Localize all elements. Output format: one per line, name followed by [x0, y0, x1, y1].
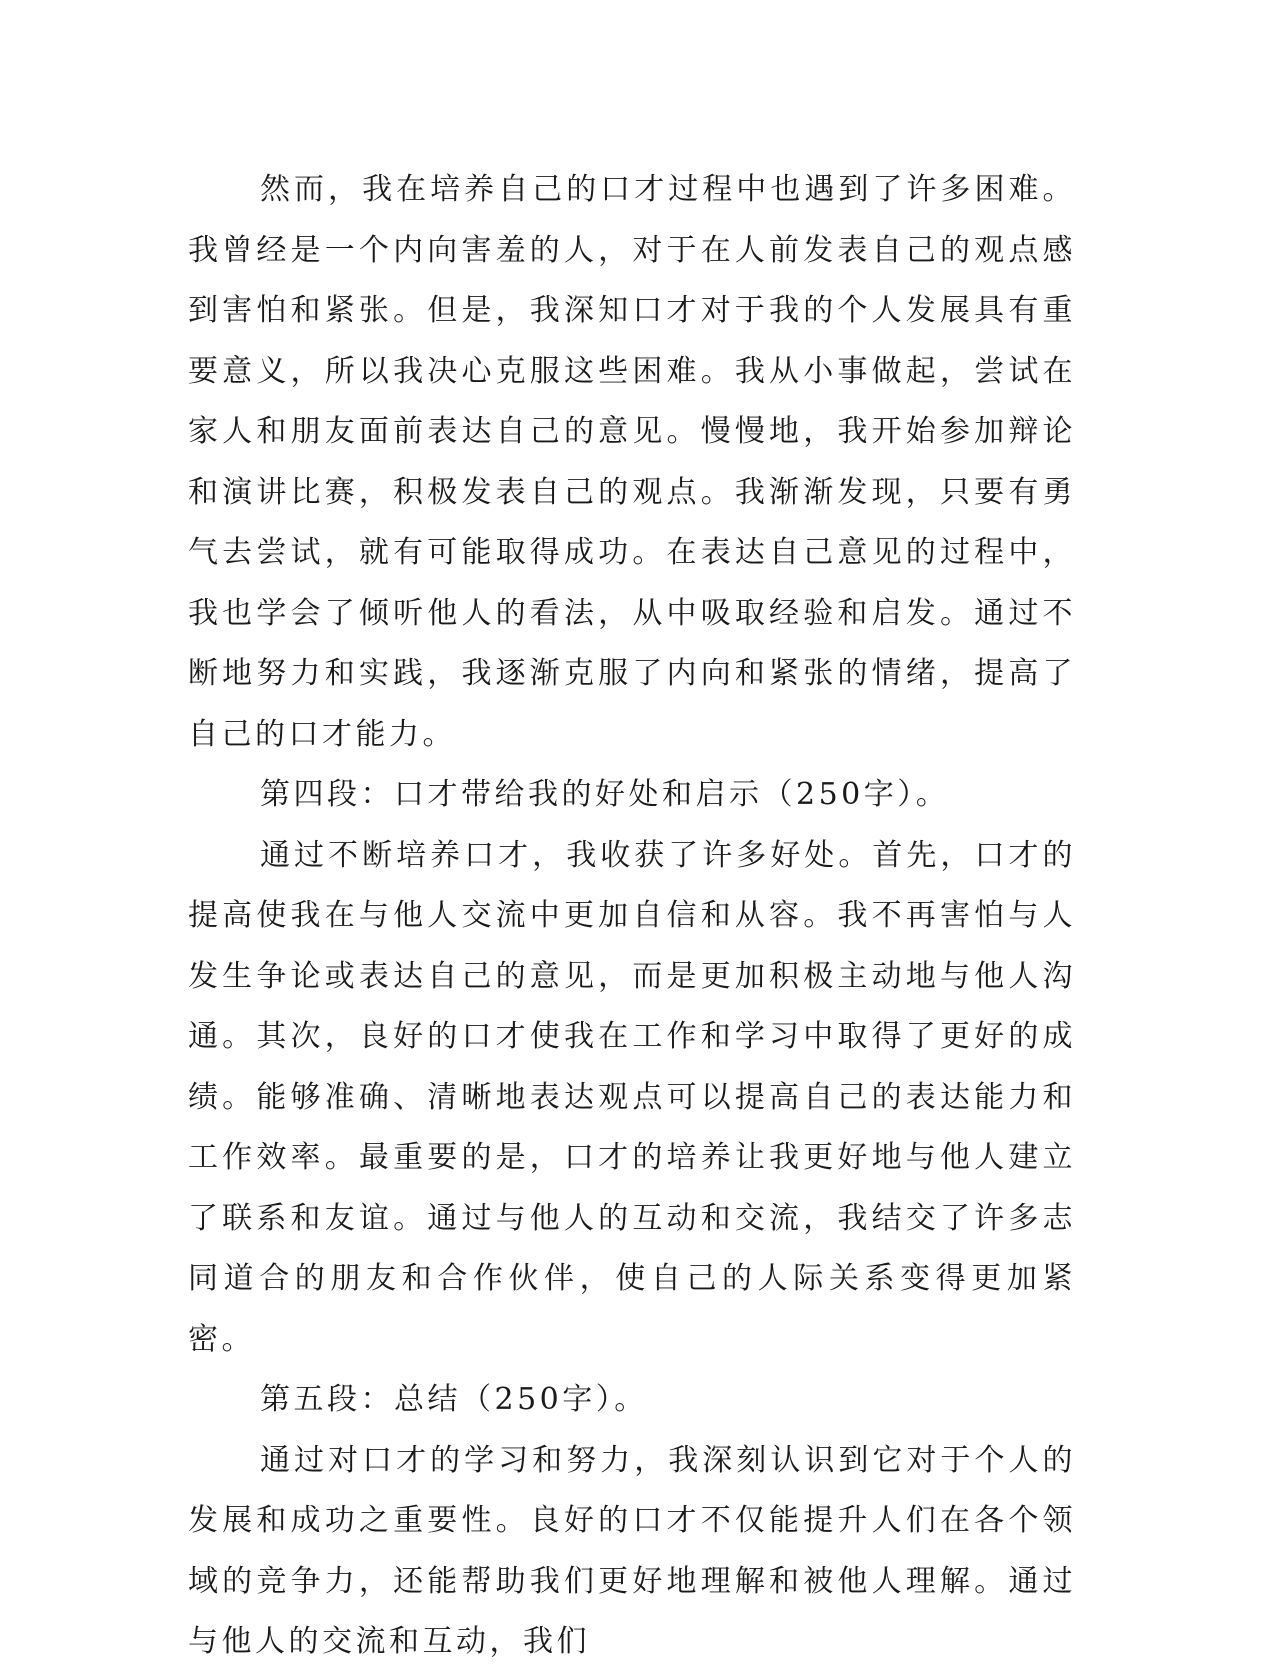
paragraph-difficulties: 然而，我在培养自己的口才过程中也遇到了许多困难。我曾经是一个内向害羞的人，对于在人前发表自己的观点感到害怕和紧张。但是，我深知口才对于我的个人发展具有重要意义，所以我决心克服这些困难。我从小事做起，尝试在家人和朋友面前表达自己的意见。慢慢地，我开始参加辩论和演讲比赛，积极发表自己的观点。我渐渐发现，只要有勇气去尝试，就有可能取得成功。在表达自己意见的过程中，我也学会了倾听他人的看法，从中吸取经验和启发。通过不断地努力和实践，我逐渐克服了内向和紧张的情绪，提高了自己的口才能力。	[188, 172, 1076, 752]
paragraph-benefits: 通过不断培养口才，我收获了许多好处。首先，口才的提高使我在与他人交流中更加自信和从容。我不再害怕与人发生争论或表达自己的意见，而是更加积极主动地与他人沟通。其次，良好的口才使我在工作和学习中取得了更好的成绩。能够准确、清晰地表达观点可以提高自己的表达能力和工作效率。最重要的是，口才的培养让我更好地与他人建立了联系和友谊。通过与他人的互动和交流，我结交了许多志同道合的朋友和合作伙伴，使自己的人际关系变得更加紧密。	[188, 837, 1076, 1357]
section-heading-four: 第四段：口才带给我的好处和启示（250字）。	[260, 777, 950, 812]
document-body	[188, 160, 1076, 1673]
section-heading-five: 第五段：总结（250字）。	[260, 1382, 648, 1417]
paragraph-summary: 通过对口才的学习和努力，我深刻认识到它对于个人的发展和成功之重要性。良好的口才不仅能提升人们在各个领域的竞争力，还能帮助我们更好地理解和被他人理解。通过与他人的交流和互动，我们	[188, 1442, 1076, 1659]
